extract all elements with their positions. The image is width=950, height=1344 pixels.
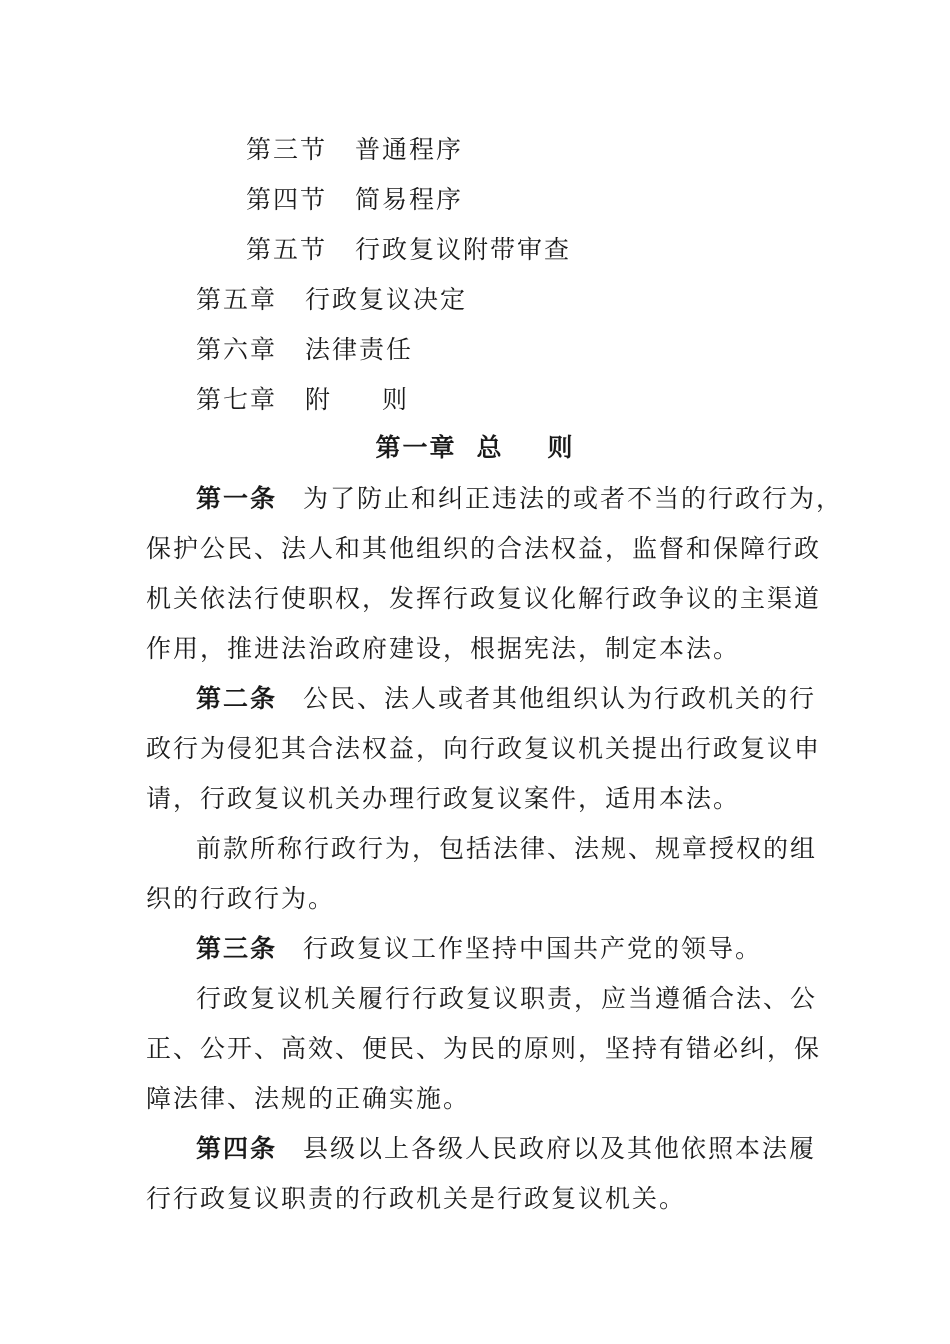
article-text: 保护公民、法人和其他组织的合法权益，监督和保障行政 (146, 534, 822, 563)
article-label: 第四条 (196, 1134, 278, 1163)
article-text: 行政复议机关履行行政复议职责，应当遵循合法、公 (196, 984, 818, 1013)
article-text: 为了防止和纠正违法的或者不当的行政行为， (303, 484, 844, 513)
article-1-line-3 (146, 582, 821, 616)
article-3-para2-line-1 (196, 982, 817, 1016)
toc-section-label: 第四节 (246, 185, 328, 214)
toc-chapter-label: 第五章 (196, 285, 278, 314)
article-text: 政行为侵犯其合法权益，向行政复议机关提出行政复议申 (146, 734, 822, 763)
toc-chapter-title-b: 则 (382, 385, 410, 414)
toc-section-4 (246, 183, 463, 217)
article-2-para2-line-2 (146, 882, 335, 916)
chapter-heading (0, 431, 950, 465)
toc-section-3 (246, 133, 463, 167)
toc-section-title: 普通程序 (355, 135, 464, 164)
article-text: 正、公开、高效、便民、为民的原则，坚持有错必纠，保 (146, 1034, 822, 1063)
toc-chapter-5 (196, 283, 467, 317)
article-text: 请，行政复议机关办理行政复议案件，适用本法。 (146, 784, 741, 813)
toc-chapter-title: 法律责任 (305, 335, 414, 364)
toc-chapter-label: 第六章 (196, 335, 278, 364)
article-4-line-1 (196, 1132, 816, 1166)
chapter-title-a: 总 (476, 433, 504, 462)
article-3-para2-line-3 (146, 1082, 470, 1116)
article-text: 前款所称行政行为，包括法律、法规、规章授权的组 (196, 834, 818, 863)
chapter-title-b: 则 (547, 433, 575, 462)
article-2-para2-line-1 (196, 832, 817, 866)
toc-chapter-label: 第七章 (196, 385, 278, 414)
toc-chapter-title: 行政复议决定 (305, 285, 468, 314)
article-3-para2-line-2 (146, 1032, 821, 1066)
article-text: 机关依法行使职权，发挥行政复议化解行政争议的主渠道 (146, 584, 822, 613)
toc-chapter-title-a: 附 (305, 385, 333, 414)
toc-section-5 (246, 233, 571, 267)
article-label: 第三条 (196, 934, 278, 963)
toc-section-title: 简易程序 (355, 185, 464, 214)
article-text: 障法律、法规的正确实施。 (146, 1084, 471, 1113)
toc-section-label: 第三节 (246, 135, 328, 164)
article-text: 行政复议工作坚持中国共产党的领导。 (303, 934, 763, 963)
article-3-line-1 (196, 932, 762, 966)
chapter-label: 第一章 (375, 433, 457, 462)
toc-section-label: 第五节 (246, 235, 328, 264)
toc-chapter-7 (196, 383, 409, 417)
article-text: 行行政复议职责的行政机关是行政复议机关。 (146, 1184, 687, 1213)
article-2-line-3 (146, 782, 740, 816)
article-1-line-1 (196, 482, 843, 516)
article-2-line-2 (146, 732, 821, 766)
article-2-line-1 (196, 682, 816, 716)
toc-section-title: 行政复议附带审查 (355, 235, 572, 264)
article-text: 织的行政行为。 (146, 884, 336, 913)
article-1-line-4 (146, 632, 740, 666)
article-4-line-2 (146, 1182, 686, 1216)
article-1-line-2 (146, 532, 821, 566)
toc-chapter-6 (196, 333, 413, 367)
article-label: 第一条 (196, 484, 278, 513)
article-label: 第二条 (196, 684, 278, 713)
article-text: 县级以上各级人民政府以及其他依照本法履 (303, 1134, 817, 1163)
article-text: 公民、法人或者其他组织认为行政机关的行 (303, 684, 817, 713)
article-text: 作用，推进法治政府建设，根据宪法，制定本法。 (146, 634, 741, 663)
